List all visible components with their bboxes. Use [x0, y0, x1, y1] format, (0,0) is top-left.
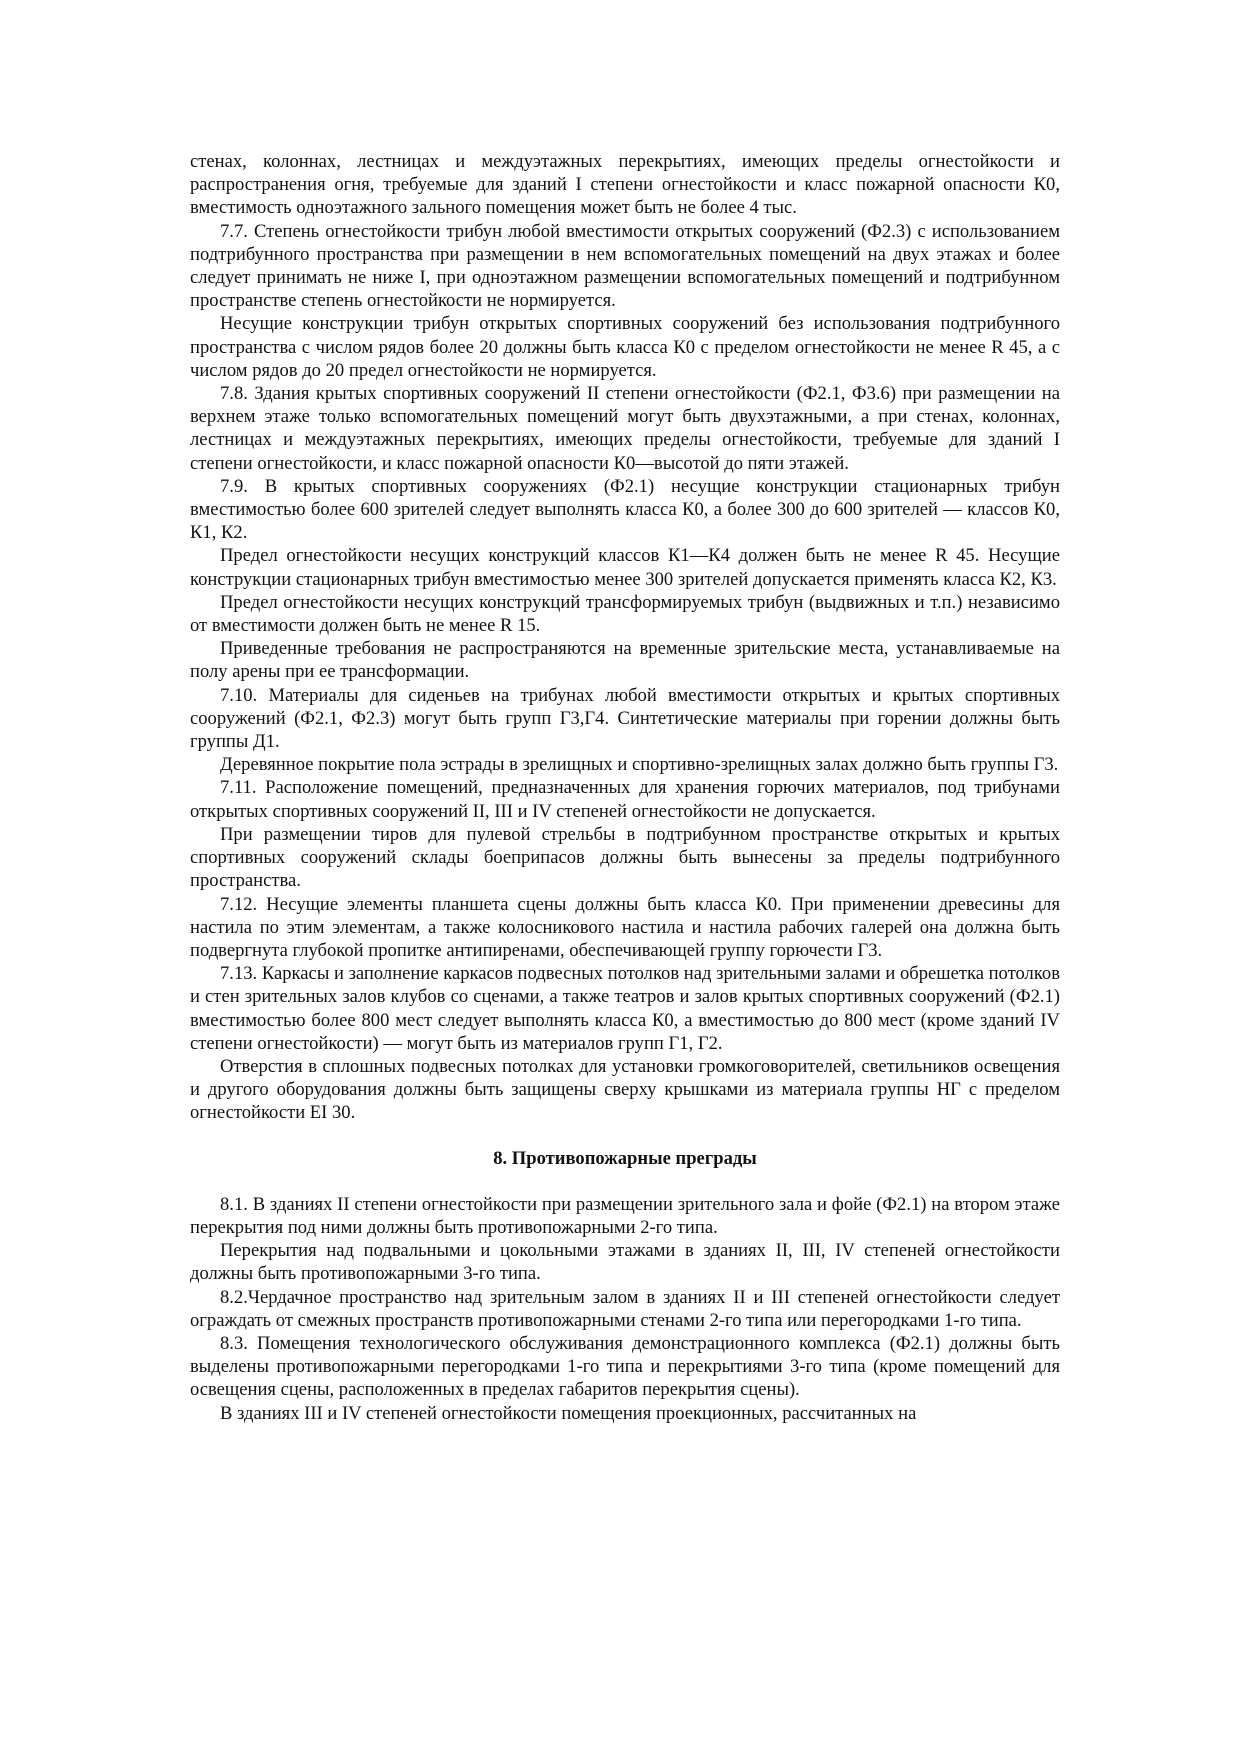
paragraph: стенах, колоннах, лестницах и междуэтажных перекрытиях, имеющих пределы огнестойкости и распространения огня, требуемые для зданий I степени огнестойкости и класс пожарной опасности К0, вместимость одноэтажного зального помещения может быть не более 4 тыс.: [190, 151, 1060, 219]
paragraph: Приведенные требования не распространяются на временные зрительские места, устанавливаемые на полу арены при ее трансформации.: [190, 638, 1060, 683]
paragraphs-after: [190, 1193, 1060, 1425]
paragraph: Предел огнестойкости несущих конструкций трансформируемых трибун (выдвижных и т.п.) независимо от вместимости должен быть не менее R 15.: [190, 591, 1060, 637]
document-page: [190, 150, 1060, 1425]
paragraph: Несущие конструкции трибун открытых спортивных сооружений без использования подтрибунного пространства с числом рядов более 20 должны быть класса К0 с пределом огнестойкости не менее R 45, а с числом рядов до 20 предел огнестойкости не нормируется.: [190, 313, 1060, 381]
paragraph-7-7: 7.7. Степень огнестойкости трибун любой вместимости открытых сооружений (Ф2.3) с использованием подтрибунного пространства при размещении в нем вспомогательных помещений на двух этажах и более следует принимать не ниже I, при одноэтажном размещении вспомогательных помещений и подтрибунном пространстве степень огнестойкости не нормируется.: [190, 220, 1060, 312]
paragraph: При размещении тиров для пулевой стрельбы в подтрибунном пространстве открытых и крытых спортивных сооружений склады боеприпасов должны быть вынесены за пределы подтрибунного пространства.: [190, 823, 1060, 892]
paragraph-7-11: 7.11. Расположение помещений, предназначенных для хранения горючих материалов, под трибунами открытых спортивных сооружений II, III и IV степеней огнестойкости не допускается.: [190, 777, 1060, 822]
section-heading: 8. Противопожарные преграды: [493, 1147, 757, 1169]
paragraph-7-12: 7.12. Несущие элементы планшета сцены должны быть класса К0. При применении древесины для настила по этим элементам, а также колосникового настила и настила рабочих галерей она должна быть подвергнута глубокой пропитке антипиренами, обеспечивающей группу горючести Г3.: [190, 893, 1060, 961]
paragraph-8-2: 8.2.Чердачное пространство над зрительным залом в зданиях II и III степеней огнестойкости следует ограждать от смежных пространств противопожарными стенами 2-го типа или перегородками 1-го типа.: [190, 1286, 1060, 1331]
paragraph-7-13: 7.13. Каркасы и заполнение каркасов подвесных потолков над зрительными залами и обрешетка потолков и стен зрительных залов клубов со сценами, а также театров и залов крытых спортивных сооружений (Ф2.1) вместимостью более 800 мест следует выполнять класса К0, а вместимостью до 800 мест (кроме зданий IV степени огнестойкости) — могут быть из материалов групп Г1, Г2.: [190, 963, 1060, 1054]
paragraph-8-1: 8.1. В зданиях II степени огнестойкости при размещении зрительного зала и фойе (Ф2.1) на втором этаже перекрытия под ними должны быть противопожарными 2-го типа.: [190, 1193, 1060, 1238]
paragraphs-before: [190, 150, 1060, 1125]
paragraph: В зданиях III и IV степеней огнестойкости помещения проекционных, рассчитанных на: [220, 1402, 917, 1424]
paragraph-7-9: 7.9. В крытых спортивных сооружениях (Ф2.1) несущие конструкции стационарных трибун вместимостью более 600 зрителей следует выполнять класса К0, а более 300 до 600 зрителей — классов К0, К1, К2.: [190, 475, 1060, 544]
paragraph: Перекрытия над подвальными и цокольными этажами в зданиях II, III, IV степеней огнестойкости должны быть противопожарными 3-го типа.: [190, 1240, 1060, 1285]
paragraph: Предел огнестойкости несущих конструкций классов К1—К4 должен быть не менее R 45. Несущие конструкции стационарных трибун вместимостью менее 300 зрителей допускается применять класса К2, К3.: [190, 545, 1060, 590]
paragraph: Деревянное покрытие пола эстрады в зрелищных и спортивно-зрелищных залах должно быть группы Г3.: [220, 754, 1059, 776]
paragraph-8-3: 8.3. Помещения технологического обслуживания демонстрационного комплекса (Ф2.1) должны быть выделены противопожарными перегородками 1-го типа и перекрытиями 3-го типа (кроме помещений для освещения сцены, расположенных в пределах габаритов перекрытия сцены).: [190, 1332, 1060, 1401]
paragraph-7-10: 7.10. Материалы для сиденьев на трибунах любой вместимости открытых и крытых спортивных сооружений (Ф2.1, Ф2.3) могут быть групп Г3,Г4. Синтетические материалы при горении должны быть группы Д1.: [190, 684, 1060, 753]
paragraph: Отверстия в сплошных подвесных потолках для установки громкоговорителей, светильников освещения и другого оборудования должны быть защищены сверху крышками из материала группы НГ с пределом огнестойкости EI 30.: [190, 1055, 1060, 1124]
paragraph-7-8: 7.8. Здания крытых спортивных сооружений II степени огнестойкости (Ф2.1, Ф3.6) при размещении на верхнем этаже только вспомогательных помещений могут быть двухэтажными, а при стенах, колоннах, лестницах и междуэтажных перекрытиях, имеющих пределы огнестойкости, требуемые для зданий I степени огнестойкости, и класс пожарной опасности К0—высотой до пяти этажей.: [190, 383, 1060, 474]
